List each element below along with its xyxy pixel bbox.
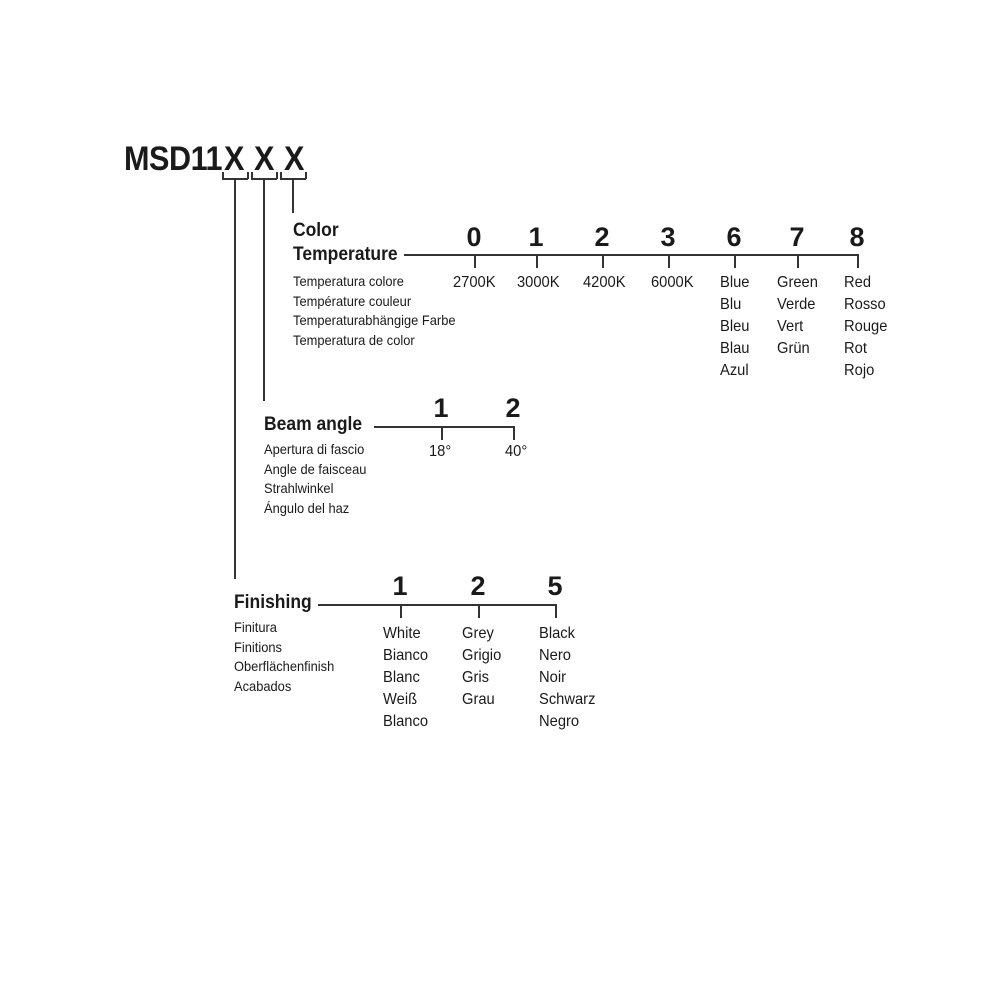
bracket-tick <box>280 172 282 179</box>
option-values <box>651 272 694 294</box>
option-tick <box>536 254 538 268</box>
bracket-tick <box>247 172 249 179</box>
option-tick <box>668 254 670 268</box>
option-values <box>517 272 560 294</box>
option-label: Black <box>539 625 575 642</box>
translation: Temperaturabhängige Farbe <box>293 312 456 328</box>
option-tick <box>441 426 443 440</box>
translation: Oberflächenfinish <box>234 658 335 674</box>
option-label: Schwarz <box>539 691 596 708</box>
finishing-translations <box>234 618 334 696</box>
option-label: Verde <box>777 296 816 313</box>
option-tick <box>478 604 480 618</box>
option-label: Bleu <box>720 318 750 335</box>
option-label: 3000K <box>517 274 560 291</box>
option-tick <box>513 426 515 440</box>
option-code: 6 <box>726 222 742 252</box>
option-label: Gris <box>462 669 489 686</box>
translation: Temperatura colore <box>293 273 404 289</box>
option-tick <box>602 254 604 268</box>
beam-angle-translations <box>264 440 366 518</box>
option-label: 4200K <box>583 274 626 291</box>
translation: Finitura <box>234 619 277 635</box>
option-values <box>777 272 818 360</box>
option-values <box>844 272 887 382</box>
beam-angle-axis <box>374 426 513 428</box>
option-label: Blu <box>720 296 742 313</box>
option-label: Grau <box>462 691 495 708</box>
option-values <box>720 272 749 382</box>
translation: Finitions <box>234 638 282 655</box>
option-label: Blue <box>720 274 750 291</box>
option-label: Blanco <box>383 713 429 730</box>
option-label: Azul <box>720 362 749 379</box>
option-label: Rojo <box>844 362 875 379</box>
bracket-tick <box>276 172 278 179</box>
option-label: 2700K <box>453 274 496 291</box>
option-label: Rosso <box>844 296 886 313</box>
option-values <box>583 272 626 294</box>
option-label: 40° <box>505 443 528 460</box>
translation: Strahlwinkel <box>264 480 334 496</box>
option-values <box>429 441 451 463</box>
translation: Ángulo del haz <box>264 499 350 516</box>
color-temperature-translations <box>293 272 456 350</box>
option-label: White <box>383 625 421 642</box>
beam-angle-title: Beam angle <box>264 414 363 435</box>
title-line: Color <box>293 220 339 241</box>
option-values <box>383 623 428 733</box>
placeholder-beam: X <box>254 140 274 178</box>
option-values <box>505 441 527 463</box>
option-code: 1 <box>528 222 544 252</box>
model-code <box>124 140 222 179</box>
placeholder-finishing: X <box>224 140 244 178</box>
placeholder-color: X <box>284 140 304 178</box>
option-tick <box>400 604 402 618</box>
option-values <box>453 272 496 294</box>
bracket-tick <box>305 172 307 179</box>
translation: Temperatura de color <box>293 331 415 348</box>
connector-finishing <box>234 179 236 579</box>
option-label: Red <box>844 274 872 291</box>
color-temperature-title <box>293 219 398 267</box>
translation: Apertura di fascio <box>264 441 365 457</box>
translation: Acabados <box>234 677 292 694</box>
option-label: 6000K <box>651 274 694 291</box>
option-code: 3 <box>660 222 676 252</box>
option-label: Noir <box>539 669 566 686</box>
option-label: Rouge <box>844 318 888 335</box>
option-code: 8 <box>849 222 865 252</box>
option-label: Nero <box>539 647 571 664</box>
option-code: 0 <box>466 222 482 252</box>
option-label: Grigio <box>462 647 502 664</box>
option-label: Grün <box>777 340 810 357</box>
option-label: Blau <box>720 340 750 357</box>
finishing-axis <box>318 604 556 606</box>
option-values <box>462 623 501 711</box>
option-label: Bianco <box>383 647 429 664</box>
translation: Angle de faisceau <box>264 460 367 477</box>
option-code: 2 <box>470 571 486 601</box>
option-label: Blanc <box>383 669 420 686</box>
title-line: Temperature <box>293 244 398 265</box>
option-code: 5 <box>547 571 563 601</box>
option-tick <box>555 604 557 618</box>
option-tick <box>797 254 799 268</box>
bracket-tick <box>222 172 224 179</box>
option-code: 2 <box>594 222 610 252</box>
connector-beam <box>263 179 265 401</box>
option-tick <box>857 254 859 268</box>
option-label: 18° <box>429 443 452 460</box>
option-label: Green <box>777 274 818 291</box>
option-code: 2 <box>505 393 521 423</box>
option-label: Negro <box>539 713 580 730</box>
option-label: Rot <box>844 340 867 357</box>
option-label: Vert <box>777 318 804 335</box>
option-label: Grey <box>462 625 494 642</box>
model-prefix: MSD11 <box>124 140 223 178</box>
option-values <box>539 623 595 733</box>
option-label: Weiß <box>383 691 418 708</box>
color-temperature-axis <box>404 254 857 256</box>
option-tick <box>474 254 476 268</box>
translation: Température couleur <box>293 292 412 309</box>
option-code: 7 <box>789 222 805 252</box>
connector-color <box>292 179 294 213</box>
finishing-title: Finishing <box>234 592 312 613</box>
option-tick <box>734 254 736 268</box>
option-code: 1 <box>392 571 408 601</box>
bracket-tick <box>251 172 253 179</box>
option-code: 1 <box>433 393 449 423</box>
